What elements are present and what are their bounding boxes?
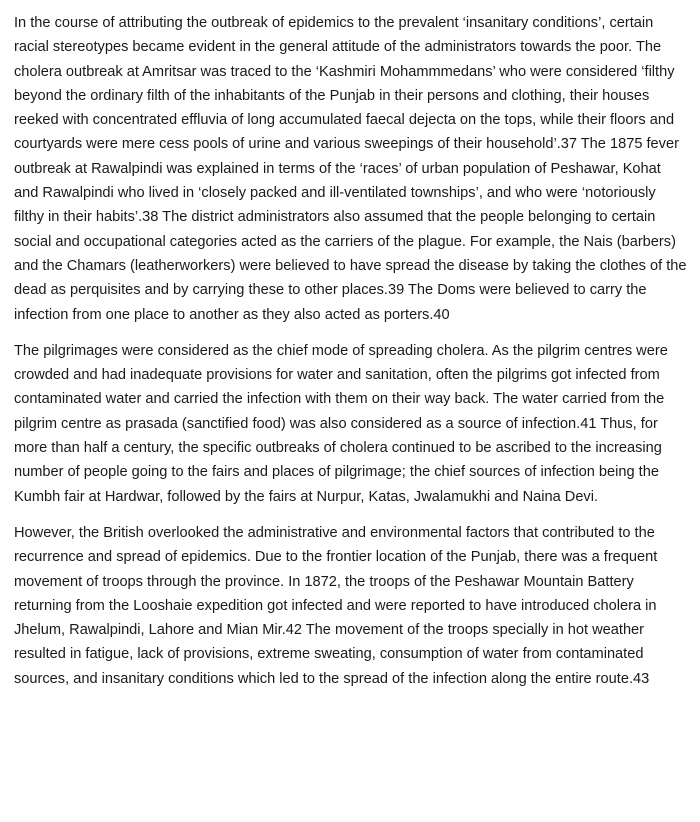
paragraph-pilgrimages: The pilgrimages were considered as the chief mode of spreading cholera. As the pilgrim centres were crowded and had inadequate provisions for water and sanitation, often the pilgrims got infected from contaminated water and carried the infection with them on their way back. The water carried from the pilgrim centre as prasada (sanctified food) was also considered as a source of infection.41 Thus, for more than half a century, the specific outbreaks of cholera continued to be ascribed to the increasing number of people going to the fairs and places of pilgrimage; the chief sources of infection being the Kumbh fair at Hardwar, followed by the fairs at Nurpur, Katas, Jwalamukhi and Naina Devi. (14, 342, 668, 505)
paragraph-administrative-factors: However, the British overlooked the administrative and environmental factors that contributed to the recurrence and spread of epidemics. Due to the frontier location of the Punjab, there was a frequent movement of troops through the province. In 1872, the troops of the Peshawar Mountain Battery returning from the Looshaie expedition got infected and were reported to have introduced cholera in Jhelum, Rawalpindi, Lahore and Mian Mir.42 The movement of the troops specially in hot weather resulted in fatigue, lack of provisions, extreme sweating, consumption of water from contaminated sources, and insanitary conditions which led to the spread of the infection along the entire route.43 (14, 524, 658, 687)
paragraph-racial-stereotypes: In the course of attributing the outbreak of epidemics to the prevalent ‘insanitary conditions’, certain racial stereotypes became evident in the general attitude of the administrators towards the poor. The cholera outbreak at Amritsar was traced to the ‘Kashmiri Mohammmedans’ who were considered ‘filthy beyond the ordinary filth of the inhabitants of the Punjab in their persons and clothing, their houses reeked with concentrated effluvia of long accumulated faecal dejecta on the tops, while their floors and courtyards were mere cess pools of urine and various sweepings of their household’.37 The 1875 fever outbreak at Rawalpindi was explained in terms of the ‘races’ of urban population of Peshawar, Kohat and Rawalpindi who lived in ‘closely packed and ill-ventilated townships’, and who were ‘notoriously filthy in their habits’.38 The district administrators also assumed that the people belonging to certain social and occupational categories acted as the carriers of the plague. For example, the Nais (barbers) and the Chamars (leatherworkers) were believed to have spread the disease by taking the clothes of the dead as perquisites and by carrying these to other places.39 The Doms were believed to carry the infection from one place to another as they also acted as porters.40 (14, 15, 687, 323)
